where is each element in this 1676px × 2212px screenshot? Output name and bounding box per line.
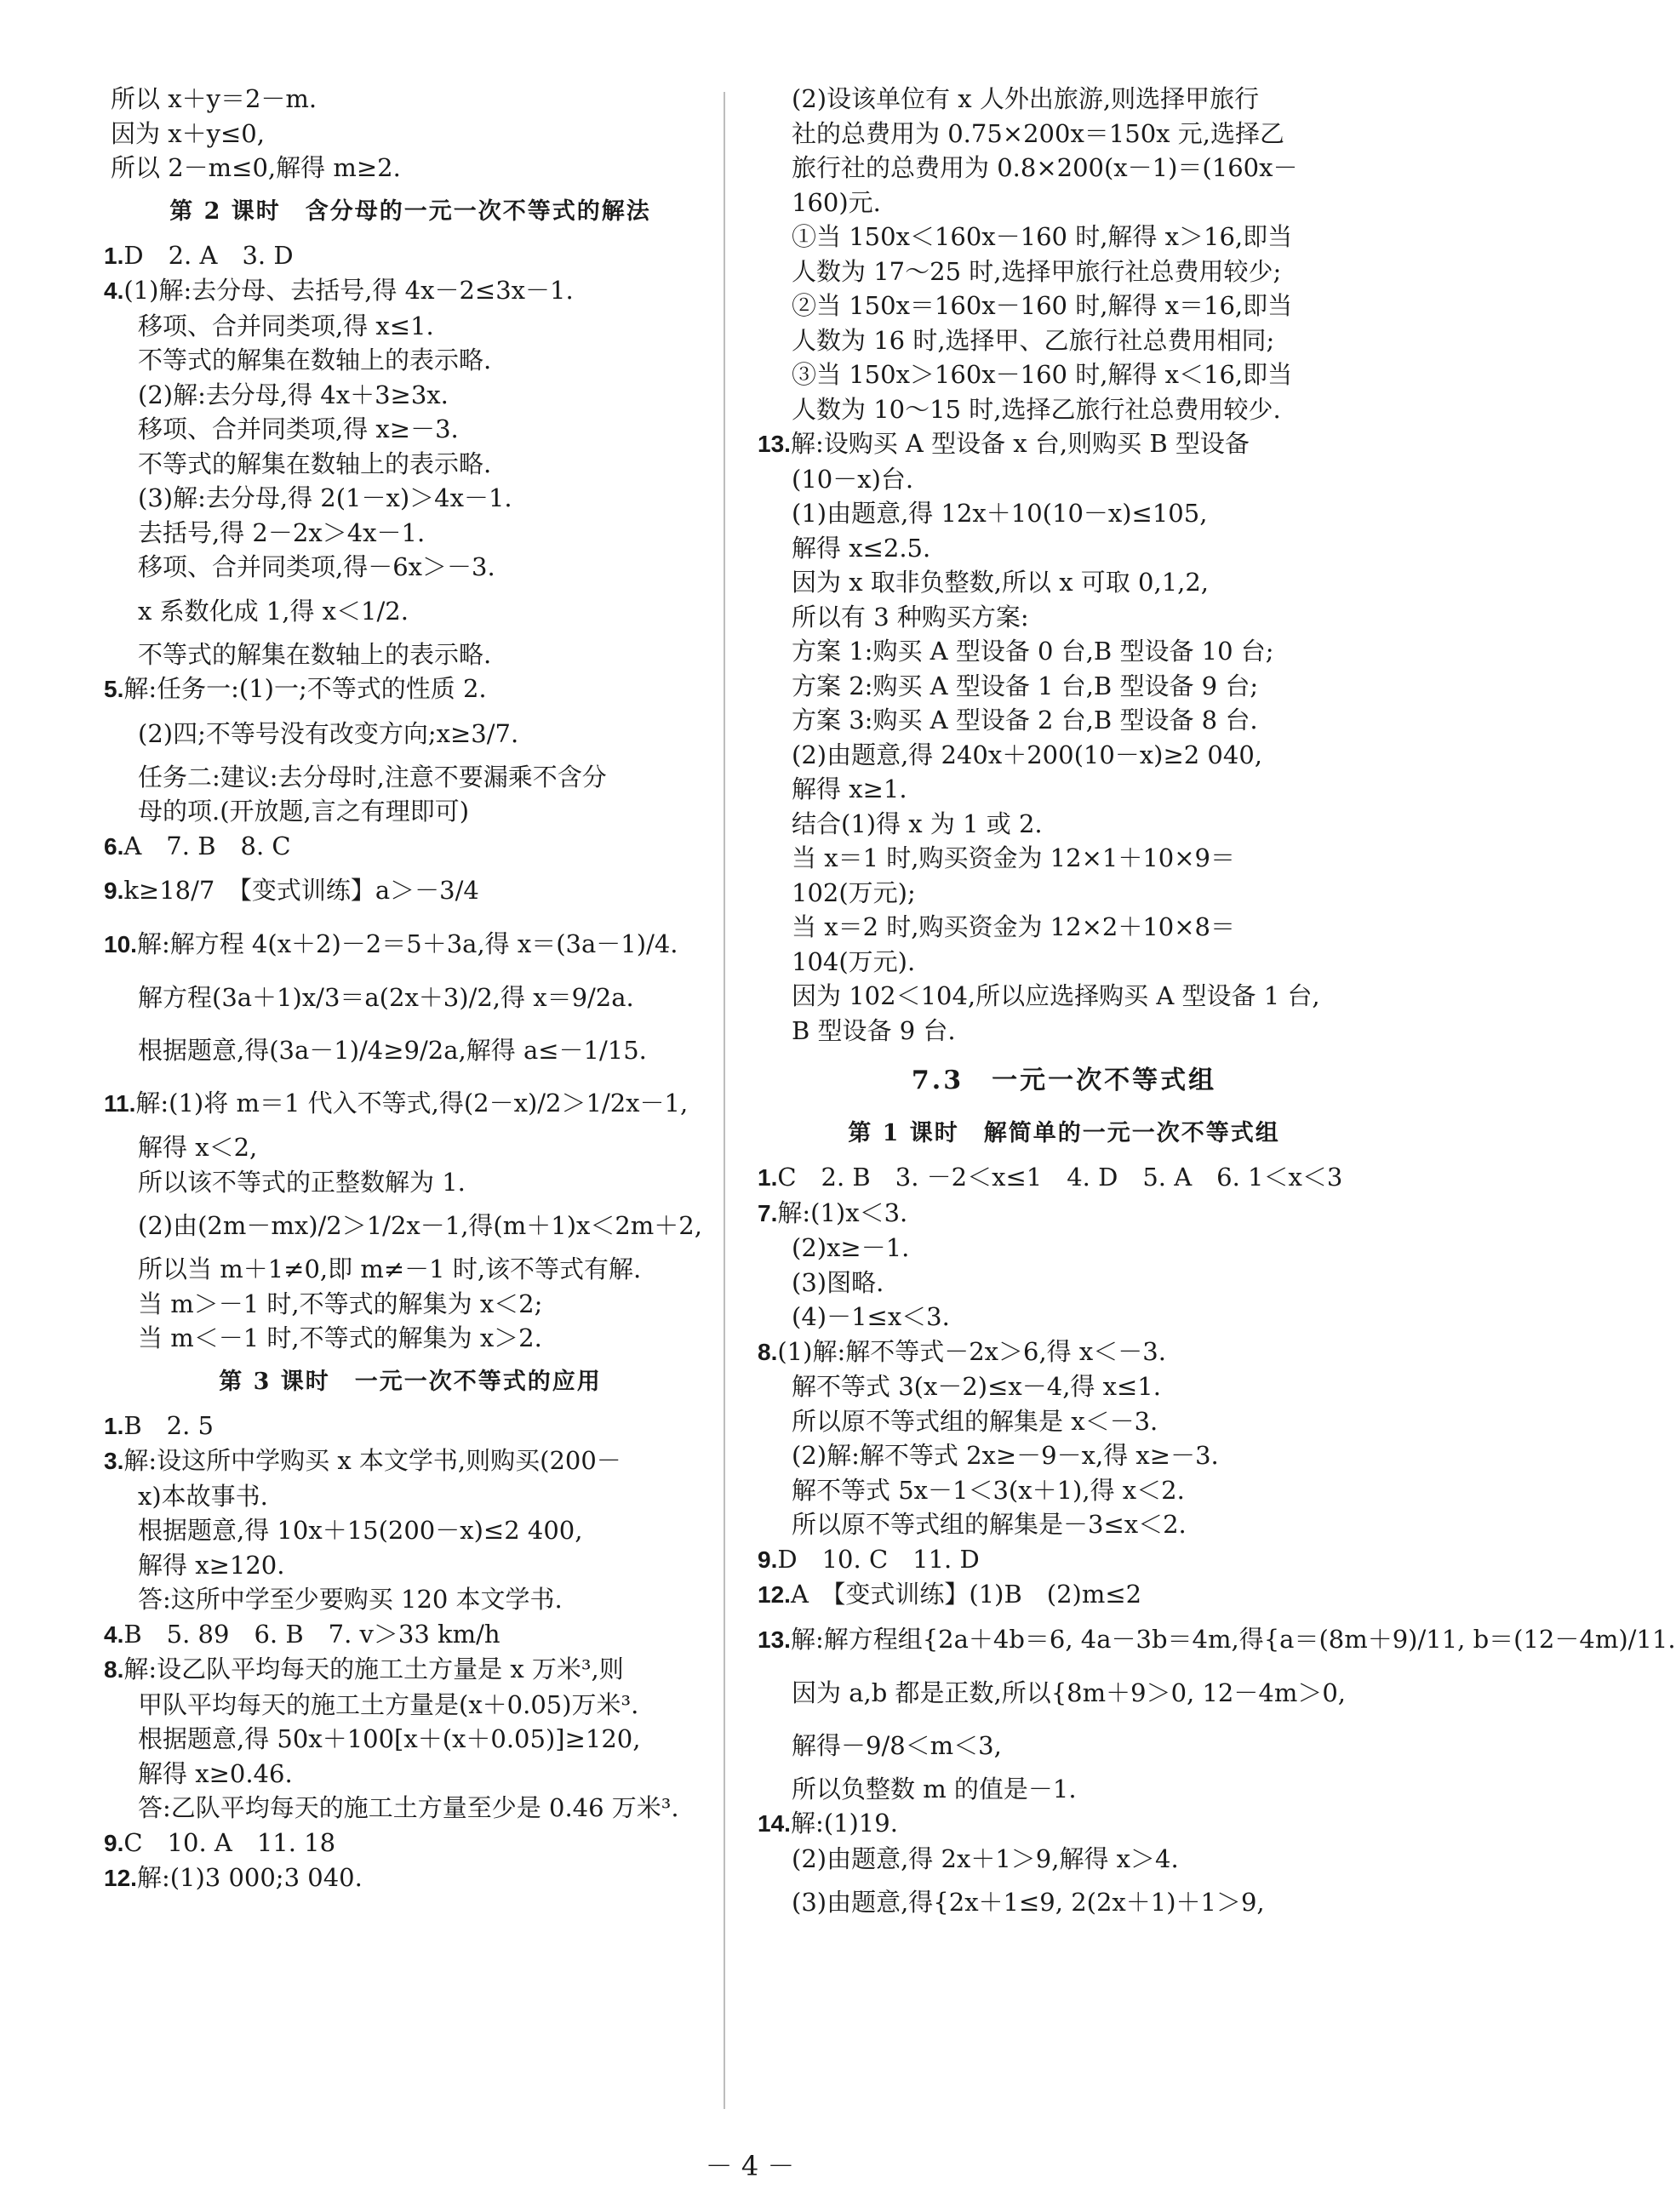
answer-line	[104, 1757, 717, 1792]
answer-text: ②当 150x＝160x－160 时,解得 x＝16,即当	[792, 291, 1293, 320]
answer-text: 人数为 16 时,选择甲、乙旅行社总费用相同;	[792, 325, 1275, 355]
answer-line	[758, 772, 1370, 807]
page-number: － 4 －	[705, 2150, 795, 2182]
answer-text: B 型设备 9 台.	[792, 1015, 956, 1045]
answer-text: 解:解方程 4(x＋2)－2＝5＋3a,得 x＝(3a－1)/4.	[136, 929, 678, 958]
answer-text: 解得 x＜2,	[138, 1133, 258, 1162]
answer-line	[758, 531, 1370, 566]
question-number: 11.	[104, 1090, 136, 1117]
answer-text: 第 2 课时 含分母的一元一次不等式的解法	[169, 197, 651, 225]
answer-text: 解:(1)将 m＝1 代入不等式,得(2－x)/2＞1/2x－1,	[135, 1089, 689, 1117]
answer-text: 人数为 17～25 时,选择甲旅行社总费用较少;	[792, 256, 1282, 286]
answer-line	[104, 481, 717, 516]
answer-line	[758, 323, 1370, 358]
answer-text: 所以 x＋y＝2－m.	[111, 84, 317, 113]
answer-text: D 2. A 3. D	[123, 240, 294, 270]
answer-text: (2)x≥－1.	[792, 1233, 910, 1262]
answer-text: (1)解:去分母、去括号,得 4x－2≤3x－1.	[123, 276, 574, 305]
answer-line	[758, 1613, 1676, 1666]
answer-line	[758, 1335, 1370, 1370]
answer-text: B 5. 89 6. B 7. v＞33 km/h	[123, 1619, 501, 1649]
answer-line	[758, 634, 1370, 669]
answer-line	[758, 289, 1370, 323]
answer-text: ①当 150x＜160x－160 时,解得 x＞16,即当	[792, 222, 1293, 251]
answer-line	[104, 309, 717, 344]
answer-line	[104, 1617, 717, 1653]
answer-line	[758, 738, 1370, 773]
question-number: 5.	[104, 676, 124, 702]
answer-line	[758, 117, 1370, 151]
question-number: 4.	[104, 277, 124, 304]
answer-line	[758, 1231, 1370, 1266]
left-column	[104, 82, 717, 1896]
answer-text: 答:这所中学至少要购买 120 本文学书.	[138, 1585, 563, 1614]
answer-text: 所以负整数 m 的值是－1.	[792, 1774, 1077, 1803]
answer-text: 不等式的解集在数轴上的表示略.	[138, 346, 492, 374]
answer-line	[104, 1130, 717, 1165]
answer-line	[758, 357, 1370, 392]
answer-text: 不等式的解集在数轴上的表示略.	[138, 639, 492, 669]
answer-text: 解:(1)19.	[790, 1809, 898, 1838]
answer-text: B 2. 5	[123, 1410, 215, 1440]
question-number: 3.	[104, 1448, 124, 1474]
answer-line	[758, 979, 1370, 1014]
answer-text: (3)由题意,得{2x＋1≤9, 2(2x＋1)＋1＞9,	[792, 1888, 1265, 1917]
answer-line	[758, 841, 1370, 876]
answer-line	[758, 186, 1370, 220]
answer-line	[104, 1513, 717, 1548]
answer-line	[758, 496, 1370, 531]
answer-text: 母的项.(开放题,言之有理即可)	[138, 797, 470, 826]
answer-line	[104, 238, 717, 274]
answer-line	[758, 1507, 1370, 1542]
question-number: 12.	[758, 1581, 791, 1608]
answer-text: (2)由题意,得 2x＋1＞9,解得 x＞4.	[792, 1843, 1179, 1873]
answer-line	[758, 807, 1370, 842]
answer-line	[758, 1300, 1370, 1335]
answer-text: 解得 x≥1.	[792, 774, 907, 803]
answer-line	[104, 1826, 717, 1861]
answer-text: (1)由题意,得 12x＋10(10－x)≤105,	[792, 499, 1208, 528]
answer-line	[758, 82, 1370, 117]
answer-text: D 10. C 11. D	[777, 1544, 980, 1574]
answer-line	[104, 1479, 717, 1514]
answer-text: 因为 102＜104,所以应选择购买 A 型设备 1 台,	[792, 981, 1320, 1010]
question-number: 13.	[758, 1626, 791, 1653]
answer-line	[104, 637, 717, 672]
answer-line	[104, 1199, 717, 1252]
answer-text: 方案 3:购买 A 型设备 2 台,B 型设备 8 台.	[792, 706, 1258, 734]
answer-line	[104, 1860, 717, 1896]
answer-line	[104, 550, 717, 585]
right-column	[758, 82, 1676, 1929]
answer-line	[104, 82, 717, 117]
answer-line	[104, 829, 717, 865]
answer-line	[758, 1842, 1370, 1877]
answer-text: 102(万元);	[792, 877, 916, 907]
question-number: 1.	[104, 242, 124, 269]
answer-text: 解:设这所中学购买 x 本文学书,则购买(200－	[123, 1446, 621, 1475]
answer-line	[758, 220, 1370, 254]
column-divider	[724, 92, 725, 2109]
answer-text: 根据题意,得 10x＋15(200－x)≤2 400,	[138, 1516, 583, 1545]
answer-text: 移项、合并同类项,得－6x＞－3.	[138, 552, 495, 581]
answer-line	[758, 1160, 1370, 1196]
answer-line	[104, 1165, 717, 1200]
answer-line	[104, 1252, 717, 1287]
answer-text: 解:(1)3 000;3 040.	[136, 1863, 363, 1892]
question-number: 13.	[758, 431, 791, 457]
answer-text: 去括号,得 2－2x＞4x－1.	[138, 517, 426, 547]
answer-text: 第 3 课时 一元一次不等式的应用	[219, 1368, 602, 1395]
answer-text: 当 m＞－1 时,不等式的解集为 x＜2;	[138, 1289, 543, 1318]
answer-text: 社的总费用为 0.75×200x＝150x 元,选择乙	[792, 118, 1284, 148]
answer-line	[758, 392, 1370, 427]
answer-line	[104, 672, 717, 707]
answer-text: k≥18/7 【变式训练】a＞－3/4	[123, 876, 479, 905]
answer-text: 第 1 课时 解简单的一元一次不等式组	[848, 1120, 1280, 1146]
answer-text: C 2. B 3. －2＜x≤1 4. D 5. A 6. 1＜x＜3	[777, 1163, 1343, 1192]
answer-text: (2)设该单位有 x 人外出旅游,则选择甲旅行	[792, 84, 1260, 113]
answer-line	[104, 1321, 717, 1356]
answer-text: 解不等式 5x－1＜3(x＋1),得 x＜2.	[792, 1475, 1185, 1505]
answer-line	[104, 1722, 717, 1757]
answer-text: 答:乙队平均每天的施工土方量至少是 0.46 万米³.	[138, 1793, 679, 1822]
answer-line	[104, 1409, 717, 1444]
answer-text: C 10. A 11. 18	[123, 1827, 336, 1857]
answer-line	[758, 669, 1370, 704]
answer-text: 160)元.	[792, 187, 881, 217]
answer-line	[758, 1473, 1370, 1508]
answer-text: (10－x)台.	[792, 464, 914, 494]
answer-text: 解:(1)x＜3.	[777, 1197, 908, 1227]
answer-text: 方案 1:购买 A 型设备 0 台,B 型设备 10 台;	[792, 637, 1274, 666]
answer-line	[758, 1438, 1370, 1473]
answer-line	[104, 516, 717, 551]
question-number: 4.	[104, 1620, 124, 1648]
answer-text: (4)－1≤x＜3.	[792, 1302, 950, 1331]
question-number: 10.	[104, 931, 137, 957]
answer-text: (2)解:解不等式 2x≥－9－x,得 x≥－3.	[792, 1441, 1219, 1470]
answer-line	[104, 917, 717, 971]
answer-line	[758, 254, 1370, 289]
question-number: 9.	[758, 1546, 778, 1573]
answer-text: (2)由题意,得 240x＋200(10－x)≥2 040,	[792, 740, 1262, 769]
answer-line	[104, 1548, 717, 1583]
answer-text: 人数为 10～15 时,选择乙旅行社总费用较少.	[792, 394, 1281, 424]
answer-line	[758, 1196, 1370, 1232]
section-heading	[104, 191, 717, 233]
answer-line	[104, 378, 717, 413]
answer-text: 任务二:建议:去分母时,注意不要漏乘不含分	[138, 762, 607, 792]
answer-line	[104, 1791, 717, 1826]
answer-line	[104, 707, 717, 760]
answer-line	[104, 971, 717, 1024]
answer-text: (2)解:去分母,得 4x＋3≥3x.	[138, 380, 449, 409]
answer-line	[758, 426, 1370, 462]
answer-text: 解得－9/8＜m＜3,	[792, 1730, 1002, 1760]
answer-text: 所以 2－m≤0,解得 m≥2.	[111, 153, 401, 182]
answer-line	[758, 910, 1370, 945]
answer-text: 解得 x≥120.	[138, 1550, 285, 1580]
answer-text: 方案 2:购买 A 型设备 1 台,B 型设备 9 台;	[792, 671, 1259, 700]
answer-text: 解得 x≥0.46.	[138, 1758, 293, 1788]
answer-line	[104, 1582, 717, 1617]
answer-line	[758, 876, 1370, 911]
answer-text: 解:任务一:(1)一;不等式的性质 2.	[123, 674, 487, 703]
question-number: 12.	[104, 1865, 137, 1891]
answer-line	[758, 1772, 1370, 1807]
answer-text: (3)解:去分母,得 2(1－x)＞4x－1.	[138, 483, 512, 512]
question-number: 6.	[104, 832, 124, 860]
answer-text: 因为 x＋y≤0,	[111, 118, 265, 148]
answer-text: (3)图略.	[792, 1267, 884, 1297]
answer-text: 解:设购买 A 型设备 x 台,则购买 B 型设备	[790, 429, 1250, 458]
answer-text: 解:设乙队平均每天的施工土方量是 x 万米³,则	[123, 1655, 624, 1683]
answer-text: x)本故事书.	[138, 1481, 268, 1511]
answer-line	[758, 565, 1370, 600]
answer-text: 所以该不等式的正整数解为 1.	[138, 1167, 466, 1197]
question-number: 14.	[758, 1810, 791, 1837]
question-number: 1.	[104, 1412, 124, 1439]
answer-text: 所以原不等式组的解集是 x＜－3.	[792, 1406, 1158, 1436]
answer-line	[758, 1014, 1370, 1049]
answer-text: 移项、合并同类项,得 x≤1.	[138, 311, 434, 340]
section-heading	[758, 1055, 1370, 1107]
question-number: 9.	[104, 1829, 124, 1856]
answer-text: A 7. B 8. C	[123, 831, 291, 860]
answer-line	[104, 151, 717, 186]
answer-text: 不等式的解集在数轴上的表示略.	[138, 449, 492, 478]
question-number: 9.	[104, 877, 124, 904]
answer-text: 解:解方程组{2a＋4b＝6, 4a－3b＝4m,得{a＝(8m＋9)/11, b＝(12－4m)/11.	[790, 1624, 1676, 1654]
answer-text: 解方程(3a＋1)x/3＝a(2x＋3)/2,得 x＝9/2a.	[138, 983, 634, 1012]
answer-line	[758, 1876, 1370, 1929]
answer-text: 当 x＝1 时,购买资金为 12×1＋10×9＝	[792, 843, 1235, 872]
answer-text: 旅行社的总费用为 0.8×200(x－1)＝(160x－	[792, 153, 1298, 182]
answer-text: 所以原不等式组的解集是－3≤x＜2.	[792, 1510, 1187, 1539]
answer-text: (1)解:解不等式－2x＞6,得 x＜－3.	[777, 1336, 1166, 1366]
answer-text: 当 m＜－1 时,不等式的解集为 x＞2.	[138, 1323, 542, 1352]
answer-line	[104, 343, 717, 378]
answer-line	[104, 585, 717, 637]
answer-text: A 【变式训练】(1)B (2)m≤2	[790, 1580, 1142, 1609]
answer-line	[758, 1404, 1370, 1439]
answer-text: 移项、合并同类项,得 x≥－3.	[138, 414, 459, 443]
answer-text: 所以有 3 种购买方案:	[792, 602, 1029, 632]
answer-line	[104, 412, 717, 447]
answer-text: 解不等式 3(x－2)≤x－4,得 x≤1.	[792, 1372, 1161, 1401]
section-heading	[758, 1112, 1370, 1155]
question-number: 7.	[758, 1199, 778, 1226]
answer-line	[104, 117, 717, 151]
answer-text: 7.3 一元一次不等式组	[911, 1066, 1217, 1095]
answer-line	[758, 151, 1370, 186]
answer-line	[758, 703, 1370, 738]
answer-line	[758, 1666, 1370, 1719]
answer-text: (2)由(2m－mx)/2＞1/2x－1,得(m＋1)x＜2m＋2,	[138, 1211, 702, 1240]
answer-text: 根据题意,得 50x＋100[x＋(x＋0.05)]≥120,	[138, 1724, 641, 1753]
question-number: 1.	[758, 1164, 778, 1191]
answer-line	[104, 447, 717, 482]
answer-line	[104, 760, 717, 795]
question-number: 8.	[104, 1656, 124, 1683]
answer-text: 结合(1)得 x 为 1 或 2.	[792, 809, 1043, 838]
answer-text: 因为 x 取非负整数,所以 x 可取 0,1,2,	[792, 568, 1210, 597]
answer-line	[758, 1542, 1370, 1578]
answer-line	[758, 1806, 1370, 1842]
answer-line	[104, 1024, 717, 1077]
answer-line	[758, 1719, 1370, 1772]
answer-line	[104, 1077, 717, 1130]
answer-text: ③当 150x＞160x－160 时,解得 x＜16,即当	[792, 360, 1293, 389]
answer-text: (2)四;不等号没有改变方向;x≥3/7.	[138, 718, 519, 748]
answer-text: 当 x＝2 时,购买资金为 12×2＋10×8＝	[792, 912, 1235, 941]
answer-line	[758, 1577, 1370, 1613]
answer-line	[104, 1688, 717, 1723]
answer-text: 因为 a,b 都是正数,所以{8m＋9＞0, 12－4m＞0,	[792, 1678, 1346, 1707]
answer-line	[758, 600, 1370, 635]
answer-line	[104, 1443, 717, 1479]
answer-line	[758, 945, 1370, 980]
answer-line	[104, 273, 717, 309]
answer-line	[104, 864, 717, 917]
section-heading	[104, 1361, 717, 1403]
answer-text: 甲队平均每天的施工土方量是(x＋0.05)万米³.	[138, 1689, 639, 1719]
answer-line	[104, 794, 717, 829]
answer-line	[104, 1287, 717, 1322]
answer-text: 所以当 m＋1≠0,即 m≠－1 时,该不等式有解.	[138, 1255, 642, 1283]
answer-text: 解得 x≤2.5.	[792, 533, 931, 563]
answer-line	[758, 462, 1370, 497]
answer-line	[758, 1369, 1370, 1404]
answer-text: x 系数化成 1,得 x＜1/2.	[138, 596, 409, 626]
answer-text: 104(万元).	[792, 946, 916, 976]
answer-line	[104, 1652, 717, 1688]
answer-line	[758, 1266, 1370, 1300]
answer-text: 根据题意,得(3a－1)/4≥9/2a,解得 a≤－1/15.	[138, 1036, 647, 1065]
question-number: 8.	[758, 1338, 778, 1365]
